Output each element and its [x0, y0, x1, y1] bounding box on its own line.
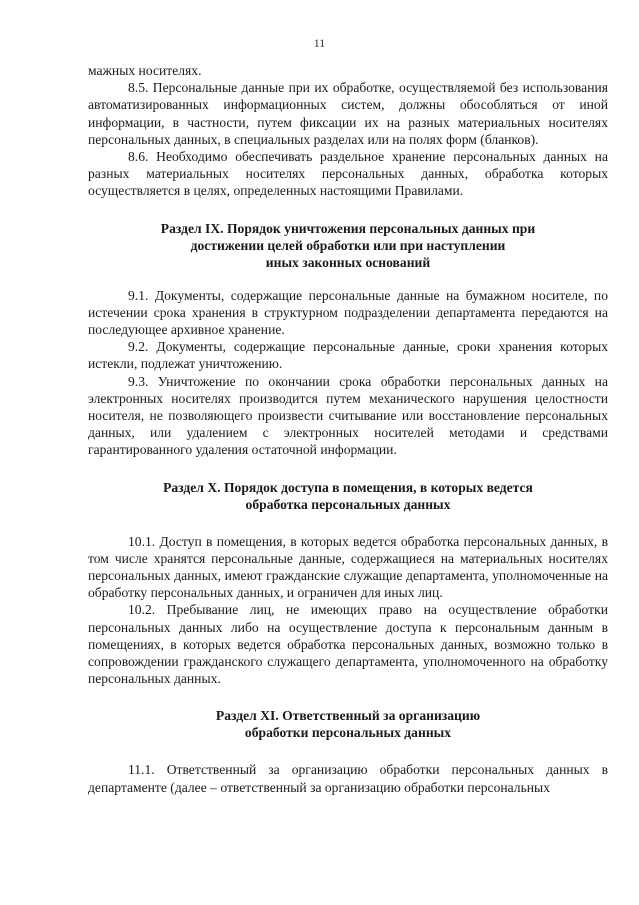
- document-body: [88, 62, 608, 796]
- paragraph-9-3: 9.3. Уничтожение по окончании срока обработки персональных данных на электронных носителях производится путем механического нарушения целостности носителя, не позволяющего произвести считывание или восстановление персональных данных, или удалением с электронных носителей методами и средствами гарантированного удаления остаточной информации.: [88, 373, 608, 458]
- paragraph-11-1: 11.1. Ответственный за организацию обработки персональных данных в департаменте (далее – ответственный за организацию обработки персональных: [88, 762, 608, 795]
- paragraph-8-6: 8.6. Необходимо обеспечивать раздельное хранение персональных данных на разных материальных носителях персональных данных, обработка которых осуществляется в целях, определенных настоящими Правилами.: [88, 149, 608, 199]
- paragraph-9-2: 9.2. Документы, содержащие персональные данные, сроки хранения которых истекли, подлежат уничтожению.: [88, 339, 608, 372]
- section-heading-line: иных законных оснований: [265, 254, 431, 270]
- paragraph-10-1: 10.1. Доступ в помещения, в которых ведется обработка персональных данных, в том числе хранятся персональные данные, содержащиеся на материальных носителях персональных данных, имеют гражданские служащие департамента, уполномоченные на обработку персональных данных, и ограничен для иных лиц.: [88, 533, 608, 601]
- section-heading-line: обработки персональных данных: [244, 725, 452, 741]
- section-10-heading: [88, 479, 608, 513]
- paragraph-10-2: 10.2. Пребывание лиц, не имеющих право на осуществление обработки персональных данных либо на осуществление доступа к персональным данным в помещениях, в которых ведется обработка персональных данных, возможно только в сопровождении гражданского служащего департамента, уполномоченного на обработку персональных данных.: [88, 602, 608, 687]
- paragraph-9-1: 9.1. Документы, содержащие персональные данные на бумажном носителе, по истечении срока хранения в структурном подразделении департамента передаются на последующее архивное хранение.: [88, 287, 608, 338]
- section-heading-line: достижении целей обработки или при наступлении: [190, 237, 506, 253]
- section-heading-line: Раздел XI. Ответственный за организацию: [215, 708, 481, 724]
- paragraph-fragment: мажных носителях.: [88, 63, 202, 78]
- section-11-heading: [88, 707, 608, 741]
- page-number: 11: [313, 36, 326, 50]
- section-heading-line: Раздел IX. Порядок уничтожения персональных данных при: [160, 220, 536, 236]
- section-heading-line: Раздел X. Порядок доступа в помещения, в которых ведется: [163, 479, 533, 495]
- section-9-heading: [88, 220, 608, 271]
- paragraph-8-5: 8.5. Персональные данные при их обработке, осуществляемой без использования автоматизированных информационных систем, должны обособляться от иной информации, в частности, путем фиксации их на разных материальных носителях персональных данных, в специальных разделах или на полях форм (бланков).: [88, 80, 608, 147]
- section-heading-line: обработка персональных данных: [245, 496, 451, 512]
